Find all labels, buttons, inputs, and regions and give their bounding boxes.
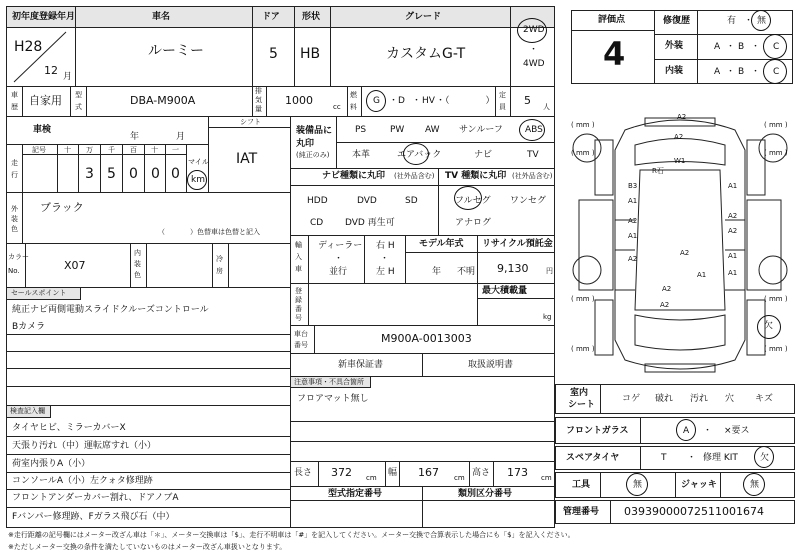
ac-label-2: 房 <box>216 267 223 275</box>
equip-aw: AW <box>425 125 440 135</box>
diagram-label-a1-left-rear: A1 <box>628 232 638 240</box>
diagram-mm-8: ( mm ) <box>764 345 788 353</box>
diagram-label-missing: 欠 <box>764 321 774 331</box>
abs-circle <box>519 119 545 141</box>
inspector-line-6: Fバンパー修理跡、Fガラス飛び石（中） <box>12 512 175 522</box>
repair-dot: ・ <box>744 16 754 26</box>
interior-b: B <box>738 67 745 77</box>
equip-airbag: エアバック <box>397 150 442 160</box>
tv-type-label: TV 種類に丸印 <box>445 171 507 181</box>
fuel-dot-2: ・ <box>412 96 422 106</box>
diagram-label-b3: B3 <box>628 182 638 190</box>
width-label: 幅 <box>388 468 398 478</box>
notes-label: 注意事項・不具合箇所 <box>294 378 364 386</box>
drive-2wd: 2WD <box>523 25 545 35</box>
footer-line-1: ※走行距離の記号欄にはメーター改ざん車は「＊」、メーター交換車は「$」、走行不明車は「#」を記入してください。メーター交換で合算表示した場合にも「$」を記入ください。 <box>8 531 575 539</box>
tv-type-small: (社外品含む) <box>512 172 553 180</box>
diagram-label-a2-top: A2 <box>677 113 687 121</box>
chassis-value: M900A-0013003 <box>381 332 472 345</box>
capacity-label-1: 定 <box>499 91 506 99</box>
seat-tear: 破れ <box>655 394 674 404</box>
fuel-hv: HV <box>422 96 435 106</box>
diagram-label-a2-left-door: A2 <box>628 217 638 225</box>
disp-label-2: 気 <box>255 96 262 104</box>
car-damage-diagram <box>565 110 795 380</box>
repair-no: 無 <box>757 16 767 26</box>
grade-value: カスタムG-T <box>386 46 466 62</box>
exterior-label: 外装 <box>665 41 684 51</box>
exterior-c-circle <box>763 34 787 59</box>
door-count: 5 <box>269 46 278 62</box>
diagram-mm-5: ( mm ) <box>571 295 595 303</box>
mileage-digit-3: 0 <box>129 166 138 182</box>
max-load-unit: kg <box>543 313 552 321</box>
category-label: 類別区分番号 <box>458 489 513 499</box>
import-label-1: 輸 <box>295 241 302 249</box>
interior-dot-2: ・ <box>751 67 761 77</box>
max-load-label: 最大積載量 <box>482 286 528 296</box>
equip-tv: TV <box>527 150 539 160</box>
jack-label: ジャッキ <box>681 480 717 490</box>
score-label: 評価点 <box>598 15 626 25</box>
recycle-unit: 円 <box>546 267 553 275</box>
mileage-col-10: 十 <box>151 146 158 154</box>
chassis-label-2: 番号 <box>294 341 308 349</box>
reg-month: 12 <box>44 64 58 77</box>
fuel-label-1: 燃 <box>350 91 357 99</box>
diagram-label-a1-rear-right: A1 <box>728 269 738 277</box>
color-no-label-1: カラー <box>8 253 29 261</box>
diagram-label-a2-roof: A2 <box>680 249 690 257</box>
displacement: 1000 <box>285 94 313 107</box>
spare-missing-circle <box>754 446 774 468</box>
first-reg-label: 初年度登録年月 <box>12 12 76 22</box>
tv-oneseg: ワンセグ <box>510 196 547 206</box>
mileage-label-2: 行 <box>11 171 18 179</box>
interior-dot-1: ・ <box>726 67 736 77</box>
equipment-label-2: 丸印 <box>296 139 315 149</box>
seat-hole: 穴 <box>725 394 735 404</box>
reg-label-4: 号 <box>295 314 302 322</box>
inspector-line-2: 天張り汚れ（中）運転席すれ（小） <box>12 441 157 451</box>
missing-circle <box>757 315 781 339</box>
manual: 取扱説明書 <box>468 360 514 370</box>
nav-sd: SD <box>405 196 418 206</box>
interior-c-circle <box>763 59 787 84</box>
shift-label: シフト <box>240 118 261 126</box>
chassis-label-1: 車台 <box>294 330 308 338</box>
exterior-dot-2: ・ <box>751 42 761 52</box>
fuel-g: G <box>373 96 380 106</box>
equip-navi: ナビ <box>474 150 493 160</box>
repair-no-circle <box>751 10 771 31</box>
disp-unit: cc <box>333 103 341 111</box>
import-parallel: 並行 <box>329 267 348 277</box>
equip-leather: 本革 <box>352 150 371 160</box>
equip-ps: PS <box>355 125 367 135</box>
mileage-digit-4: 0 <box>151 166 160 182</box>
diagram-label-a1-quarter: A1 <box>728 252 738 260</box>
new-car-warranty: 新車保証書 <box>338 360 384 370</box>
km-label: km <box>191 175 205 185</box>
color-no-value: X07 <box>64 259 86 272</box>
tools-value-circle <box>626 473 648 496</box>
door-label: ドア <box>262 12 280 22</box>
shape-label: 形状 <box>302 12 321 22</box>
mileage-digit-5: 0 <box>171 166 180 182</box>
mile-label: マイル <box>188 158 209 166</box>
mileage-col-1: 一 <box>172 146 179 154</box>
exterior-c: C <box>773 42 780 52</box>
seat-scratch: キズ <box>755 394 773 404</box>
spare-kit: 修理 KIT <box>703 453 738 463</box>
inspection-label: 車検 <box>33 125 52 135</box>
km-circle <box>187 170 207 190</box>
capacity: 5 <box>524 94 531 107</box>
drive-sep: ・ <box>529 45 539 55</box>
glass-sep: ・ <box>703 426 713 436</box>
recycle-label: リサイクル預託金 <box>482 239 553 249</box>
use-label-2: 歴 <box>11 103 18 111</box>
tv-analog: アナログ <box>455 218 492 228</box>
interior-c: C <box>773 67 780 77</box>
mileage-col-symbol: 記号 <box>32 146 46 154</box>
use-value: 自家用 <box>29 94 62 107</box>
exterior-b: B <box>738 42 745 52</box>
reg-label-1: 登 <box>295 287 302 295</box>
width-unit: cm <box>454 474 465 482</box>
import-left-h: 左 H <box>376 267 395 277</box>
mileage-col-100k: 十 <box>64 146 71 154</box>
diagram-mm-4: ( mm ) <box>764 149 788 157</box>
diagram-label-a2-right-rear: A2 <box>728 227 738 235</box>
inspector-line-5: フロントアンダーカバー割れ、ドアノブA <box>12 493 179 503</box>
diagram-label-a2-rear-left: A2 <box>628 255 638 263</box>
length-unit: cm <box>366 474 377 482</box>
model-year-label: モデル年式 <box>419 239 464 249</box>
airbag-circle <box>403 143 429 165</box>
height-label: 高さ <box>472 468 491 478</box>
ac-label-1: 冷 <box>216 255 223 263</box>
seat-burn: コゲ <box>622 394 641 404</box>
equip-pw: PW <box>390 125 405 135</box>
mileage-col-100: 百 <box>130 146 137 154</box>
glass-a: A <box>683 426 690 436</box>
reg-label-2: 録 <box>295 296 302 304</box>
glass-label: フロントガラス <box>566 426 629 436</box>
drive-2wd-circle <box>517 18 547 43</box>
equipment-label-3: (純正のみ) <box>296 151 330 159</box>
color-label-1: 外 <box>11 205 18 213</box>
import-label-2: 入 <box>295 253 302 261</box>
management-label: 管理番号 <box>563 507 600 517</box>
diagram-label-a2-right-door: A2 <box>728 212 738 220</box>
length-label: 長さ <box>294 468 313 478</box>
interior-color-label-3: 色 <box>134 271 141 279</box>
diagram-mm-6: ( mm ) <box>764 295 788 303</box>
mileage-digit-1: 3 <box>85 166 94 182</box>
reg-label-3: 番 <box>295 305 302 313</box>
jack-value: 無 <box>750 480 760 490</box>
disp-label-3: 量 <box>255 105 262 113</box>
use-label-1: 車 <box>11 91 18 99</box>
nav-dvd: DVD <box>357 196 377 206</box>
fullseg-circle <box>454 186 482 210</box>
nav-cd: CD <box>310 218 324 228</box>
color-no-label-2: No. <box>8 267 20 275</box>
equip-abs: ABS <box>525 125 543 135</box>
management-value: 03939000072511001674 <box>624 505 764 518</box>
tools-value: 無 <box>633 480 643 490</box>
fuel-other: ・（ ） <box>436 96 495 106</box>
tv-fullseg: フルセグ <box>455 196 491 206</box>
import-dot: ・ <box>334 254 344 264</box>
interior-label: 内装 <box>665 66 684 76</box>
header-row <box>6 6 555 28</box>
diagram-label-a1-left-front: A1 <box>628 197 638 205</box>
disp-label-1: 排 <box>255 87 262 95</box>
length-value: 372 <box>331 466 352 479</box>
fuel-dot-1: ・ <box>389 96 399 106</box>
import-dealer: ディーラー <box>318 241 363 251</box>
glass-replace: ×要ス <box>724 426 750 436</box>
interior-a: A <box>714 67 721 77</box>
glass-a-circle <box>676 419 696 441</box>
spare-label: スペアタイヤ <box>566 453 620 463</box>
equip-sunroof: サンルーフ <box>459 125 503 135</box>
repair-yes: 有 <box>727 16 737 26</box>
spare-dot: ・ <box>687 453 697 463</box>
type-label-1: 型 <box>75 91 82 99</box>
exterior-dot-1: ・ <box>726 42 736 52</box>
equipment-label-1: 装備品に <box>296 126 333 136</box>
diagram-mm-3: ( mm ) <box>571 149 595 157</box>
diagram-mm-7: ( mm ) <box>571 345 595 353</box>
inspection-month: 月 <box>176 132 186 142</box>
color-label-3: 色 <box>11 225 18 233</box>
car-name: ルーミー <box>148 43 204 59</box>
sales-point-line-2: Bカメラ <box>12 322 46 332</box>
color-note-close: ）色替車は色替と記入 <box>190 228 260 236</box>
color-value: ブラック <box>40 201 84 214</box>
height-value: 173 <box>507 466 528 479</box>
import-dot-2: ・ <box>380 254 390 264</box>
diagram-label-a2-bonnet: A2 <box>674 133 684 141</box>
nav-type-small: (社外品含む) <box>394 172 435 180</box>
model-year-year: 年 <box>432 267 442 277</box>
interior-color-label-1: 内 <box>134 249 141 257</box>
fuel-label-2: 料 <box>350 103 357 111</box>
inspection-year: 年 <box>130 132 140 142</box>
capacity-unit: 人 <box>543 103 550 111</box>
mileage-col-1k: 千 <box>108 146 115 154</box>
notes-value: フロアマット無し <box>297 394 369 404</box>
capacity-label-2: 員 <box>499 103 506 111</box>
sales-point-label: セールスポイント <box>11 289 67 297</box>
diagram-label-a2-trunk: A2 <box>662 285 672 293</box>
diagram-label-r-stone: R石 <box>652 167 664 175</box>
recycle-value: 9,130 <box>497 262 529 275</box>
fuel-g-circle <box>366 90 386 112</box>
repair-history-label: 修復歴 <box>663 16 691 26</box>
import-right-h: 右 H <box>376 241 395 251</box>
fuel-d: D <box>398 96 405 106</box>
shift-value: IAT <box>236 151 258 167</box>
car-name-label: 車名 <box>152 12 171 22</box>
inspector-notes-label: 検査記入欄 <box>10 407 45 415</box>
tools-label: 工具 <box>572 480 591 490</box>
height-unit: cm <box>541 474 552 482</box>
seat-label-1: 室内 <box>570 388 589 398</box>
type-designation-label: 型式指定番号 <box>328 489 383 499</box>
drive-4wd: 4WD <box>523 59 545 69</box>
diagram-label-a1-rear: A1 <box>697 271 707 279</box>
mileage-digit-2: 5 <box>107 166 116 182</box>
seat-dirt: 汚れ <box>690 394 709 404</box>
nav-dvd-play: DVD 再生可 <box>345 218 395 228</box>
diagram-label-a1-right-front: A1 <box>728 182 738 190</box>
era-year: H28 <box>14 39 43 55</box>
model-code: DBA-M900A <box>130 94 196 107</box>
inspector-line-3: 荷室内張りA（小） <box>12 459 91 469</box>
nav-type-label: ナビ種類に丸印 <box>322 171 386 181</box>
color-label-2: 装 <box>11 215 18 223</box>
footer-line-2: ※ただしメーター交換の条件を満たしていないものはメーター改ざん車扱いとなります。 <box>8 543 287 551</box>
import-label-3: 車 <box>295 265 302 273</box>
sales-point-line-1: 純正ナビ両側電動スライドクルーズコントロール <box>12 305 209 315</box>
diagram-label-a2-rear-bumper: A2 <box>660 301 670 309</box>
model-year-unknown: 不明 <box>457 267 476 277</box>
diagram-mm-1: ( mm ) <box>571 121 595 129</box>
color-note-open: （ <box>158 228 165 236</box>
interior-color-label-2: 装 <box>134 260 141 268</box>
diagram-label-w1-front: W1 <box>674 157 686 165</box>
grade-label: グレード <box>405 12 442 22</box>
inspector-line-1: タイヤヒビ、ミラーカバーX <box>12 423 126 433</box>
type-label-2: 式 <box>75 103 82 111</box>
exterior-a: A <box>714 42 721 52</box>
inspector-line-4: コンソールA（小）左クォタ修理跡 <box>12 476 153 486</box>
mileage-label-1: 走 <box>11 159 18 167</box>
spare-t: T <box>661 453 667 463</box>
jack-value-circle <box>743 473 765 496</box>
nav-hdd: HDD <box>307 196 328 206</box>
seat-label-2: シート <box>568 400 596 410</box>
width-value: 167 <box>418 466 439 479</box>
diagram-mm-2: ( mm ) <box>764 121 788 129</box>
spare-missing: 欠 <box>760 453 770 463</box>
mileage-col-10k: 万 <box>86 146 93 154</box>
reg-month-unit: 月 <box>63 72 73 82</box>
score-value: 4 <box>603 35 626 73</box>
body-shape: HB <box>300 46 321 62</box>
